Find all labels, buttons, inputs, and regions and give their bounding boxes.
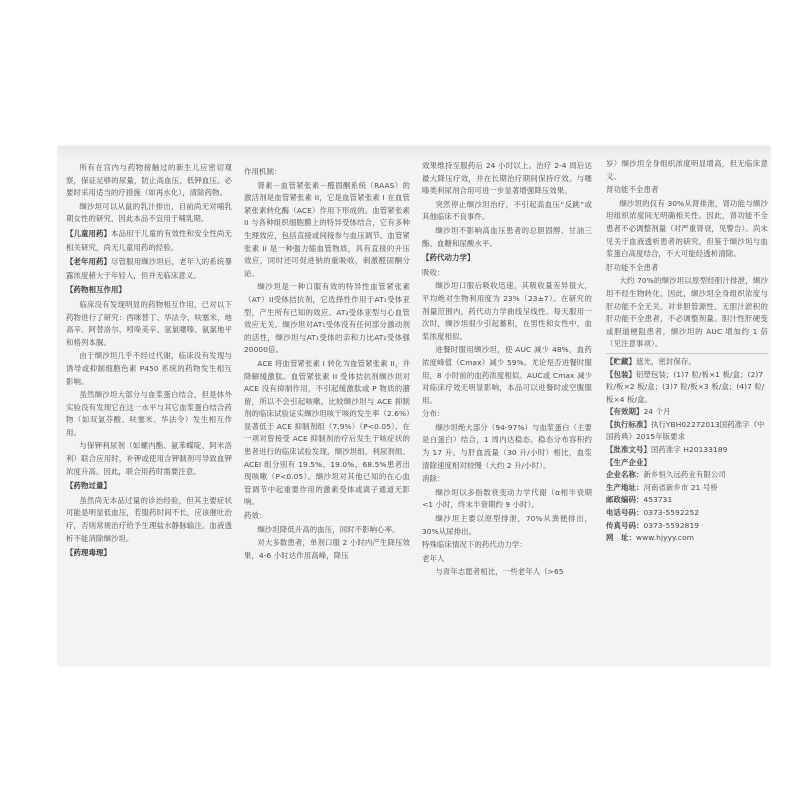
paragraph: 药效： [244, 511, 267, 521]
field-value: 遮光，密封保存。 [635, 356, 696, 366]
field-value: 0373-5592252 [643, 508, 700, 518]
paragraph: 肾素－血管紧张素－醛固酮系统（RAAS）的激活剂是血管紧张素 II，它是血管紧张素 I 在血管紧张素转化酶（ACE）作用下形成的。血管紧张素 II 与各种组织细胞膜上的特异受体结合，它有多种生理效应，包括直接或间接参与血压调节。血管紧张素 II 是一种强力缩血管物质，具有直接的升压效应，同时还可促进钠的重吸收，刺激醛固酮分泌。 [244, 180, 410, 278]
manufacturer-row [606, 457, 768, 470]
field-key: 邮政编码： [606, 495, 644, 505]
section-heading: 【儿童用药】 [66, 228, 111, 238]
column-1 [66, 162, 232, 562]
section-heading: 【药代动力学】 [422, 253, 475, 263]
address-row [606, 482, 768, 495]
paragraph: 缬沙坦主要以原型排泄，70%从粪便排出，30%从尿排出。 [422, 514, 592, 536]
divider [606, 353, 768, 354]
field-key: 生产地址： [606, 482, 644, 492]
section-pk [422, 251, 592, 266]
field-key: 网 址： [606, 533, 636, 543]
paragraph: 缬沙坦的仅有 30%从肾排泄，肾功能与缬沙坦组织浓度间无明确相关性。因此，肾功能不全患者不必调整剂量（对严重肾衰，见警告）。尚未见关于血液透析患者的研究，但鉴于缬沙坦与血浆蛋白高度结合，不大可能经透析清除。 [606, 198, 768, 259]
paragraph: 由于缬沙坦几乎不经过代谢，临床没有发现与诱导或抑制细胞色素 P450 系统的药物发生相互影响。 [66, 351, 232, 386]
field-key: 【贮藏】 [606, 356, 636, 366]
zip-row [606, 494, 768, 507]
field-key: 企业名称： [606, 470, 644, 480]
paragraph: 对大多数患者，单剂口服 2 小时内产生降压效果，4-6 小时达作用高峰，降压 [244, 538, 410, 560]
field-key: 传真号码： [606, 520, 644, 530]
field-value: 国药准字 H20133189 [650, 445, 728, 455]
section-interaction [66, 283, 232, 298]
field-key: 【包装】 [606, 369, 636, 379]
field-value: 0373-5592819 [643, 520, 700, 530]
field-value: 新乡恒久远药业有限公司 [643, 470, 726, 480]
paragraph: 所有在宫内与药物接触过的新生儿应密切观察，保证足够的尿量，防止高血压、低钾血压。必要时采用适当的疗措施（如再水化），清除药物。 [66, 163, 232, 198]
paragraph: 分布： [422, 409, 445, 419]
field-value: www.hjyyy.com [635, 533, 695, 543]
section-heading: 【老年用药】 [66, 257, 111, 267]
company-row [606, 469, 768, 482]
paragraph: 缬沙坦不影响高血压患者的总胆固醇、甘油三酯、血糖和尿酸水平。 [422, 225, 592, 248]
section-heading: 【药物过量】 [66, 481, 111, 491]
section-heading: 【药物相互作用】 [66, 285, 126, 295]
field-value: 铝塑包装；(1)7 粒/板×1 板/盒；(2)7 粒/板×2 板/盒；(3)7 粒/板×3 板/盒；(4)7 粒/板×4 板/盒。 [606, 369, 765, 404]
standard-row [606, 419, 768, 444]
section-elder [66, 255, 232, 282]
paragraph: 虽然缬沙坦大部分与血浆蛋白结合，但是体外实验没有发现它在这一水平与其它血浆蛋白结合药物（如双氯芬酸、呋塞米、华法令）发生相互作用。 [66, 390, 232, 437]
storage-row [606, 356, 768, 369]
website-row [606, 532, 768, 545]
section-text: 尽管服用缬沙坦后，老年人的系统暴露浓度稍大于年轻人，但并无临床意义。 [66, 257, 232, 280]
paragraph: 虽然尚无本品过量的诊治经验，但其主要症状可能是明显低血压，若服药时间不长，应该催吐治疗，否则常规治疗给予生理盐水静脉输注。血液透析不能消除缬沙坦。 [66, 495, 232, 543]
section-text: 本品用于儿童的有效性和安全性尚无相关研究，尚无儿童用药的经验。 [66, 228, 232, 252]
field-key: 【生产企业】 [606, 457, 651, 467]
section-child [66, 227, 232, 254]
field-value: 执行YBH02272013国药准字《中国药典》2015年版要求 [606, 419, 765, 442]
paragraph: 突然停止缬沙坦治疗，不引起高血压“反跳”或其他临床不良事件。 [422, 199, 592, 222]
validity-row [606, 406, 768, 419]
paragraph: 缬沙坦口服后吸收迅速，其吸收量差异很大，平均绝对生物利用度为 23%（23±7）。在研究的剂量范围内，药代动力学曲线呈线性。每天服用一次时，缬沙坦很少引起蓄积，在男性和女性中，血浆浓度相似。 [422, 281, 592, 341]
section-overdose [66, 479, 232, 494]
field-value: 453731 [643, 495, 673, 505]
paragraph: 缬沙坦是一种口服有效的特异性血管紧张素（AT）II受体拮抗剂，它选择性作用于AT₁受体亚型，产生所有已知的效应。AT₂受体亚型与心血管效应无关。缬沙坦对AT₁受体没有任何部分激动剂的活性，缬沙坦与AT₁受体的亲和力比AT₂受体强20000倍。 [244, 282, 410, 355]
leaflet-sheet [58, 146, 770, 666]
paragraph: 进餐时服用缬沙坦，使 AUC 减少 48%，血药浓度峰值（Cmax）减少 59%。尤论是否进餐时服用，8 小时前的血药浓度相似。AUC或 Cmax 减少对临床疗效无明显影响，本品可以进餐时或空腹服用。 [422, 345, 592, 405]
fax-row [606, 520, 768, 533]
tel-row [606, 507, 768, 520]
column-3 [422, 160, 592, 580]
field-value: 24 个月 [643, 407, 671, 417]
column-4 [606, 158, 768, 545]
paragraph: 与保钾利尿剂（如螺内酯、氨苯蝶啶、阿米洛利）联合应用时，补钾或使用含钾制剂可导致血钾浓度升高。因此，联合用药时需要注意。 [66, 441, 232, 476]
paragraph: 特殊临床情况下的药代动力学： [422, 540, 527, 550]
paragraph: 消除： [422, 474, 445, 484]
field-key: 【有效期】 [606, 407, 644, 417]
paragraph: 与青年志愿者相比，一些老年人（>65 [435, 567, 564, 577]
subheading: 肾功能不全患者 [606, 185, 659, 195]
paragraph: 缬沙坦降低升高的血压，同时不影响心率。 [257, 524, 400, 534]
paragraph: 大约 70%的缬沙坦以原型经胆汁排泄，缬沙坦不经生物转化。因此，缬沙坦全身组织浓度与肝功能不全无关。对非胆管源性、无胆汁淤积的肝功能不全患者，不必调整剂量。胆汁性肝硬变或胆道梗阻患者，缬沙坦的 AUC 增加约 1 倍（见注意事项）。 [606, 276, 768, 349]
paragraph: ACE 将血管紧张素 I 转化为血管紧张素 II，并降解缓激肽。血管紧张素 II 受体拮抗剂缬沙坦对 ACE 没有抑制作用，不引起缓激肽或 P 物质的潴留，所以不会引起咳嗽。比较缬沙坦与 ACE 抑制剂的临床试验证实缬沙坦咳干咳的发生率（2.6%）显著低于 ACE 抑制剂组（7.9%）（P<0.05）。在一项对曾接受 ACE 抑制剂治疗后发生干咳症状的患者进行的临床试验发现，缬沙坦组、利尿剂组、ACEI 组分别有 19.5%、19.0%、68.5%患者出现咳嗽（P<0.05）。缬沙坦对其他已知的在心血管调节中起重要作用的激素受体或离子通道无影响。 [244, 358, 410, 507]
subheading: 肝功能不全患者 [606, 262, 659, 272]
field-value: 河南省新乡市 21 号桥 [643, 482, 718, 492]
section-heading: 【药理毒理】 [66, 548, 111, 558]
field-key: 【批准文号】 [606, 445, 651, 455]
field-key: 电话号码： [606, 508, 644, 518]
paragraph: 缬沙坦绝大部分（94-97%）与血浆蛋白（主要是白蛋白）结合，1 周内达稳态。稳态分布容积约为 17 升。与肝血流量（30 升/小时）相比，血浆清除速度相对较慢（大约 2 升/小时）。 [422, 422, 592, 470]
column-2 [244, 166, 410, 563]
field-key: 【执行标准】 [606, 419, 651, 429]
paragraph: 吸收： [422, 267, 445, 277]
approval-row [606, 444, 768, 457]
paragraph: 缬沙坦可以从鼠的乳汁排出，目前尚无对哺乳期女性的研究，因此本品不宜用于哺乳期。 [66, 201, 232, 224]
paragraph: 老年人 [422, 553, 445, 563]
package-row [606, 369, 768, 407]
paragraph: 临床没有发现明显的药物相互作用，已对以下药物进行了研究：西咪替丁、华法令、呋塞米、地高辛、阿替洛尔、吲哚美辛、氢氯噻嗪、氨氯地平和格列本脲。 [66, 299, 232, 347]
paragraph: 效果维持至服药后 24 小时以上。治疗 2-4 周后达最大降压疗效，并在长期治疗期间保持疗效。与噻嗪类利尿剂合用可进一步显著增强降压效果。 [422, 161, 592, 196]
paragraph: 岁）缬沙坦全身组织浓度明显增高，但无临床意义。 [606, 159, 768, 181]
paragraph: 作用机制： [244, 167, 282, 176]
section-pharmacology [66, 546, 232, 561]
paragraph: 缬沙坦以多指数衰变动力学代谢（α相半衰期<1 小时，终末半衰期约 9 小时）。 [422, 487, 592, 510]
